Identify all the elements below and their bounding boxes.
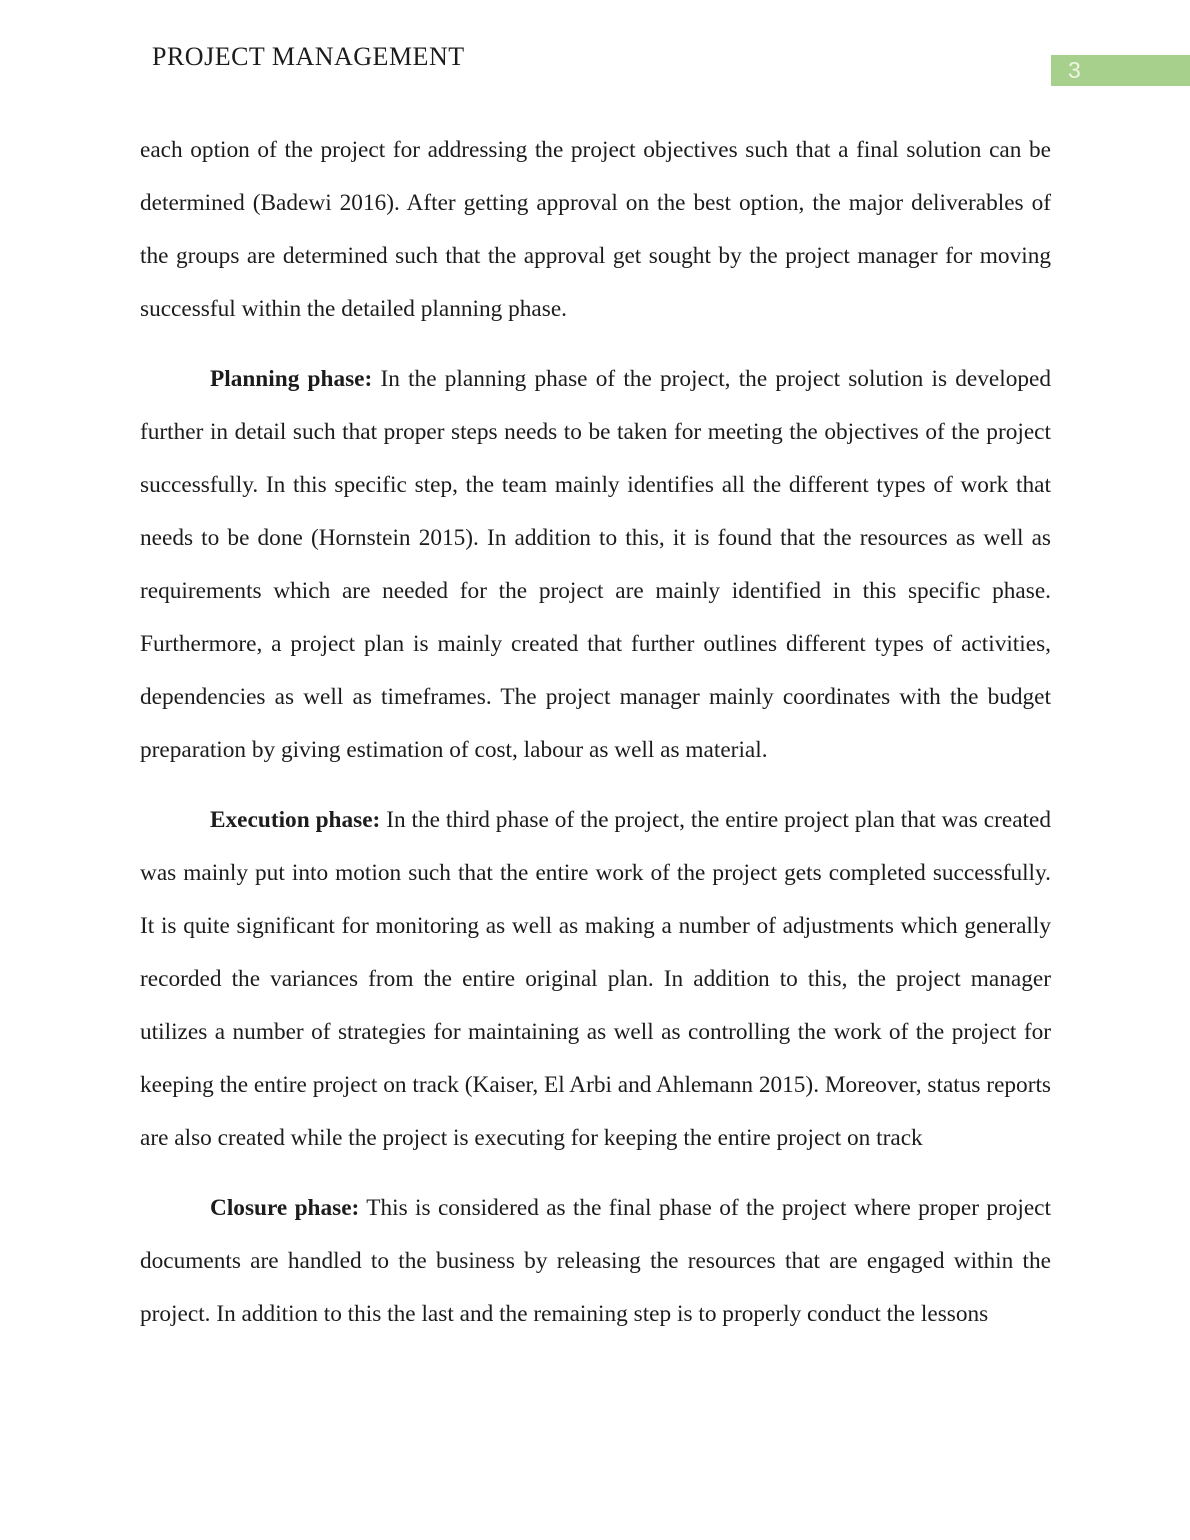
phase-heading-closure: Closure phase:: [210, 1195, 360, 1221]
page-number-banner: [1051, 55, 1190, 86]
paragraph-text: In the planning phase of the project, the project solution is developed further in detail such that proper steps needs to be taken for meeting the objectives of the project successfully. In this specific step, the team mainly identifies all the different types of work that needs to be done (Hornstein 2015). In addition to this, it is found that the resources as well as requirements which are needed for the project are mainly identified in this specific phase. Furthermore, a project plan is mainly created that further outlines different types of activities, dependencies as well as timeframes. The project manager mainly coordinates with the budget preparation by giving estimation of cost, labour as well as material.: [140, 366, 1051, 763]
paragraph-text: This is considered as the final phase of the project where proper project documents are handled to the business by releasing the resources that are engaged within the project. In addition to this the last and the remaining step is to properly conduct the lessons: [140, 1195, 1052, 1327]
paragraph-planning-phase: [140, 353, 1051, 777]
paragraph-intro: [140, 124, 1051, 336]
paragraph-closure-phase: [140, 1182, 1051, 1341]
paragraph-text: In the third phase of the project, the entire project plan that was created was mainly put into motion such that the entire work of the project gets completed successfully. It is quite significant for monitoring as well as making a number of adjustments which generally recorded the variances from the entire original plan. In addition to this, the project manager utilizes a number of strategies for maintaining as well as controlling the work of the project for keeping the entire project on track (Kaiser, El Arbi and Ahlemann 2015). Moreover, status reports are also created while the project is executing for keeping the entire project on track: [140, 807, 1051, 1151]
document-body: [140, 124, 1051, 1358]
phase-heading-execution: Execution phase:: [210, 807, 381, 833]
phase-heading-planning: Planning phase:: [210, 366, 373, 392]
paragraph-execution-phase: [140, 794, 1051, 1165]
page-number: 3: [1068, 57, 1081, 83]
running-head: PROJECT MANAGEMENT: [152, 42, 465, 71]
paragraph-text: each option of the project for addressing the project objectives such that a final solution can be determined (Badewi 2016). After getting approval on the best option, the major deliverables of the groups are determined such that the approval get sought by the project manager for moving successful within the detailed planning phase.: [140, 137, 1051, 322]
